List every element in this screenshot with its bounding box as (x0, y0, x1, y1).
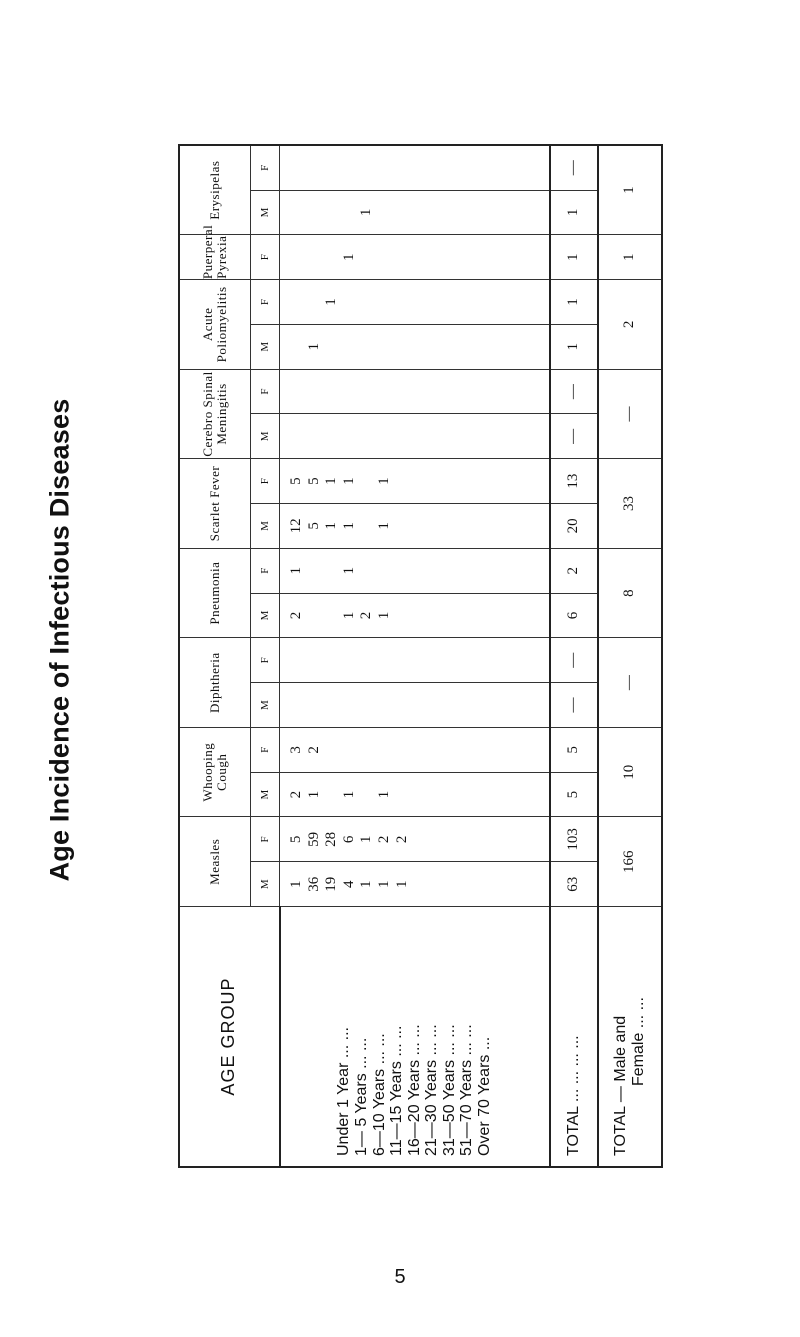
case-count: 1 (375, 880, 392, 888)
case-count (429, 370, 447, 414)
case-count: 1 (375, 790, 392, 799)
case-count (376, 325, 394, 369)
case-count (288, 414, 306, 458)
case-count (288, 638, 306, 682)
case-count (429, 325, 447, 369)
case-count: 1 (323, 298, 340, 306)
case-count (411, 594, 429, 638)
disease-header: Cerebro Spinal Meningitis (179, 369, 251, 459)
male-cases-column (280, 190, 550, 235)
male-column-header: M (251, 414, 280, 459)
male-total: 5 (550, 772, 598, 817)
case-count (323, 728, 341, 772)
case-count (429, 549, 447, 593)
case-count (358, 504, 376, 548)
female-column-header: F (251, 280, 280, 325)
case-count: 2 (305, 746, 322, 754)
case-count (376, 683, 394, 727)
case-count (376, 728, 394, 772)
case-count (341, 414, 359, 458)
case-count (306, 191, 324, 235)
case-count: 1 (358, 835, 375, 844)
case-count (429, 235, 447, 279)
case-count (358, 280, 376, 324)
case-count (341, 280, 359, 324)
grand-total: 1 (598, 235, 662, 280)
case-count: 1 (305, 790, 322, 799)
case-count (411, 459, 429, 503)
case-count (358, 728, 376, 772)
case-count (323, 370, 341, 414)
age-group-label: 11—15 Years ... ... (388, 1025, 406, 1156)
female-cases-column (280, 459, 550, 504)
case-count: 19 (323, 876, 340, 892)
case-count (341, 191, 359, 235)
female-column-header: F (251, 369, 280, 414)
female-cases-column (280, 235, 550, 280)
case-count (429, 818, 447, 862)
female-cases-column (280, 727, 550, 772)
case-count: 1 (340, 477, 357, 485)
case-count: 1 (323, 477, 340, 485)
case-count (341, 728, 359, 772)
age-group-header: AGE GROUP (179, 907, 280, 1167)
case-count: 2 (358, 611, 375, 620)
case-count (429, 504, 447, 548)
case-count: 1 (393, 880, 410, 888)
case-count: 5 (305, 477, 322, 485)
case-count (376, 370, 394, 414)
case-count: 2 (393, 835, 410, 844)
case-count (358, 683, 376, 727)
case-count: 1 (305, 343, 322, 351)
male-total: 20 (550, 504, 598, 549)
case-count (323, 146, 341, 190)
female-total: 5 (550, 727, 598, 772)
male-total: 6 (550, 593, 598, 638)
case-count (323, 638, 341, 682)
grand-total-label-line: TOTAL — Male and (611, 1015, 629, 1156)
male-column-header: M (251, 324, 280, 369)
case-count (358, 773, 376, 817)
case-count (358, 325, 376, 369)
female-column-header: F (251, 638, 280, 683)
case-count: 1 (375, 477, 392, 485)
case-count: 36 (305, 876, 322, 892)
age-group-label: 6—10 Years ... ... (370, 1033, 388, 1156)
age-group-list (280, 907, 550, 1167)
page-title: Age Incidence of Infectious Diseases (44, 398, 75, 882)
case-count (306, 683, 324, 727)
grand-total: — (598, 369, 662, 459)
case-count: 1 (340, 522, 357, 530)
case-count (376, 638, 394, 682)
case-count: 6 (340, 835, 357, 844)
female-column-header: F (251, 235, 280, 280)
case-count (341, 638, 359, 682)
disease-header: Pneumonia (179, 548, 251, 638)
male-cases-column (280, 862, 550, 907)
case-count: 1 (358, 880, 375, 888)
case-count (323, 549, 341, 593)
case-count (358, 235, 376, 279)
female-cases-column (280, 145, 550, 190)
case-count (341, 146, 359, 190)
grand-total: 166 (598, 817, 662, 907)
grand-total: — (598, 638, 662, 728)
case-count: 1 (288, 566, 304, 575)
female-column-header: F (251, 459, 280, 504)
case-count (411, 504, 429, 548)
case-count (411, 191, 429, 235)
disease-header: Diphtheria (179, 638, 251, 728)
case-count: 2 (375, 835, 392, 844)
female-total: 1 (550, 235, 598, 280)
age-group-label: 31—50 Years ... ... (440, 1024, 458, 1156)
case-count (411, 728, 429, 772)
case-count (411, 146, 429, 190)
female-cases-column (280, 280, 550, 325)
age-group-label: 21—30 Years ... ... (423, 1024, 441, 1156)
case-count (288, 146, 306, 190)
case-count (376, 235, 394, 279)
case-count (429, 594, 447, 638)
case-count: 1 (288, 880, 304, 888)
case-count: 12 (288, 518, 304, 534)
case-count (411, 549, 429, 593)
case-count (376, 146, 394, 190)
case-count (429, 728, 447, 772)
case-count (306, 146, 324, 190)
case-count (394, 235, 412, 279)
male-total: — (550, 683, 598, 728)
case-count (394, 280, 412, 324)
female-cases-column (280, 369, 550, 414)
grand-total: 1 (598, 145, 662, 235)
female-total: 1 (550, 280, 598, 325)
disease-header: Erysipelas (179, 145, 251, 235)
female-total: — (550, 369, 598, 414)
case-count (288, 370, 306, 414)
grand-total: 10 (598, 727, 662, 817)
case-count (411, 235, 429, 279)
case-count (358, 549, 376, 593)
case-count (429, 191, 447, 235)
case-count (376, 280, 394, 324)
male-cases-column (280, 414, 550, 459)
grand-total: 8 (598, 548, 662, 638)
case-count (341, 370, 359, 414)
case-count (411, 414, 429, 458)
case-count (376, 414, 394, 458)
case-count: 1 (375, 522, 392, 530)
case-count (306, 414, 324, 458)
female-total: 103 (550, 817, 598, 862)
case-count: 1 (323, 522, 340, 530)
grand-total-label-line: Female ... ... (629, 997, 647, 1086)
case-count (288, 235, 306, 279)
case-count (288, 191, 306, 235)
case-count: 1 (340, 253, 357, 261)
case-count (394, 683, 412, 727)
male-column-header: M (251, 772, 280, 817)
case-count (306, 549, 324, 593)
male-cases-column (280, 593, 550, 638)
case-count (429, 280, 447, 324)
female-cases-column (280, 548, 550, 593)
case-count: 1 (340, 566, 357, 575)
case-count (411, 325, 429, 369)
case-count: 1 (358, 208, 375, 217)
male-total: 1 (550, 324, 598, 369)
total-label: TOTAL ... ... ... ... (550, 907, 598, 1167)
case-count (376, 549, 394, 593)
female-cases-column (280, 817, 550, 862)
case-count (429, 414, 447, 458)
case-count (394, 459, 412, 503)
female-column-header: F (251, 727, 280, 772)
disease-header: Scarlet Fever (179, 459, 251, 549)
female-column-header: F (251, 817, 280, 862)
case-count (429, 638, 447, 682)
age-group-label: Under 1 Year ... ... (335, 1027, 353, 1156)
disease-header: Whooping Cough (179, 727, 251, 817)
case-count (288, 325, 306, 369)
female-total: — (550, 638, 598, 683)
case-count: 1 (340, 790, 357, 799)
case-count (323, 235, 341, 279)
age-group-label: 51—70 Years ... ... (458, 1024, 476, 1156)
male-column-header: M (251, 504, 280, 549)
female-total: 13 (550, 459, 598, 504)
case-count (429, 683, 447, 727)
case-count: 5 (305, 522, 322, 530)
case-count (323, 191, 341, 235)
grand-total: 2 (598, 280, 662, 370)
case-count: 5 (288, 477, 304, 485)
case-count: 28 (323, 831, 340, 847)
female-column-header: F (251, 145, 280, 190)
case-count (394, 325, 412, 369)
case-count (306, 370, 324, 414)
case-count (306, 594, 324, 638)
male-cases-column (280, 324, 550, 369)
case-count (376, 191, 394, 235)
male-column-header: M (251, 593, 280, 638)
case-count (323, 683, 341, 727)
case-count (411, 638, 429, 682)
case-count (394, 549, 412, 593)
case-count (358, 146, 376, 190)
case-count (323, 325, 341, 369)
case-count (394, 414, 412, 458)
case-count (411, 280, 429, 324)
incidence-table-rotated (178, 144, 647, 1168)
case-count (394, 191, 412, 235)
case-count (411, 773, 429, 817)
female-total: 2 (550, 548, 598, 593)
case-count (341, 325, 359, 369)
male-cases-column (280, 504, 550, 549)
case-count (394, 504, 412, 548)
case-count (394, 370, 412, 414)
grand-total-label (598, 907, 662, 1167)
case-count (358, 459, 376, 503)
age-group-label: Over 70 Years ... (476, 1036, 494, 1156)
case-count (306, 280, 324, 324)
case-count: 2 (288, 790, 304, 799)
case-count (358, 414, 376, 458)
case-count (429, 459, 447, 503)
grand-total: 33 (598, 459, 662, 549)
male-column-header: M (251, 190, 280, 235)
case-count (411, 370, 429, 414)
age-group-label: 16—20 Years ... ... (405, 1024, 423, 1156)
case-count (411, 818, 429, 862)
male-cases-column (280, 772, 550, 817)
age-group-label: 1— 5 Years ... ... (352, 1037, 370, 1156)
male-column-header: M (251, 862, 280, 907)
case-count (288, 683, 306, 727)
case-count (288, 280, 306, 324)
case-count: 2 (288, 611, 304, 620)
case-count (429, 862, 447, 906)
page-number: 5 (394, 1266, 406, 1288)
case-count: 3 (288, 746, 304, 754)
male-total: — (550, 414, 598, 459)
case-count: 1 (375, 611, 392, 620)
case-count (394, 773, 412, 817)
case-count: 5 (288, 835, 304, 844)
case-count (394, 594, 412, 638)
male-total: 63 (550, 862, 598, 907)
case-count (411, 683, 429, 727)
case-count (306, 235, 324, 279)
case-count: 59 (305, 831, 322, 847)
case-count (358, 370, 376, 414)
incidence-table (178, 144, 663, 1168)
disease-header: Acute Poliomyelitis (179, 280, 251, 370)
male-column-header: M (251, 683, 280, 728)
case-count (341, 683, 359, 727)
case-count (429, 146, 447, 190)
case-count (306, 638, 324, 682)
case-count: 4 (340, 880, 357, 888)
male-total: 1 (550, 190, 598, 235)
case-count (323, 594, 341, 638)
case-count: 1 (340, 611, 357, 620)
case-count (323, 414, 341, 458)
male-cases-column (280, 683, 550, 728)
case-count (358, 638, 376, 682)
female-cases-column (280, 638, 550, 683)
disease-header: Measles (179, 817, 251, 907)
disease-header: Puerperal Pyrexia (179, 235, 251, 280)
case-count (429, 773, 447, 817)
case-count (394, 728, 412, 772)
case-count (394, 146, 412, 190)
case-count (323, 773, 341, 817)
case-count (394, 638, 412, 682)
female-column-header: F (251, 548, 280, 593)
case-count (411, 862, 429, 906)
female-total: — (550, 145, 598, 190)
